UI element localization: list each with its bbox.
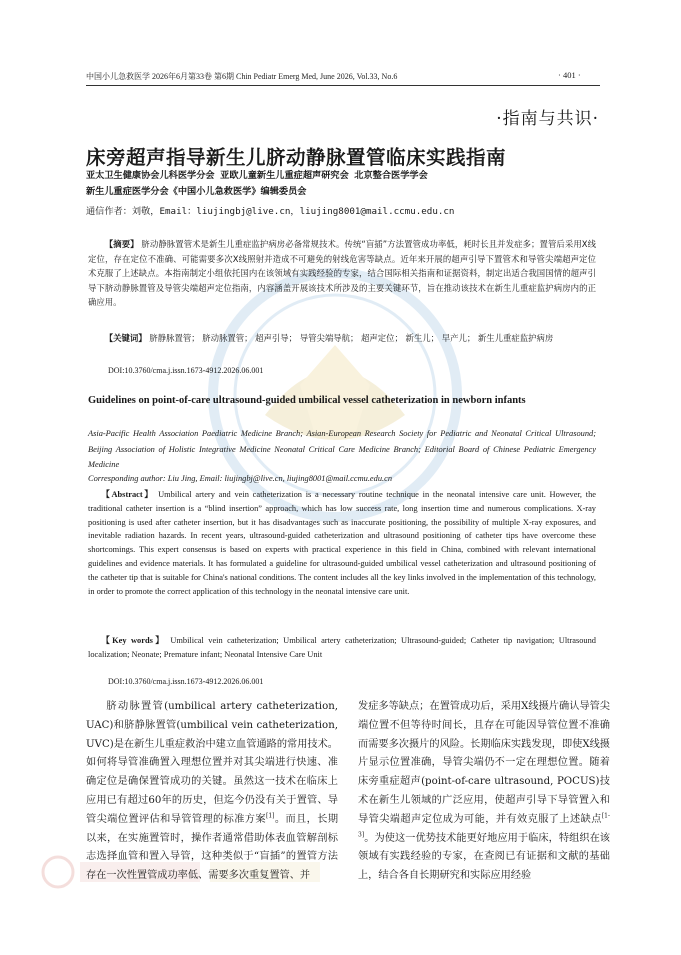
abstract-en-label: 【Abstract】	[101, 490, 155, 499]
page-number: · 401 ·	[558, 70, 581, 80]
body-text: 脐动脉置管(umbilical artery catheterization, UAC)和脐静脉置管(umbilical vein catheterization, UVC)是在新生儿重症救治中建立血管通路的常用技术。如何将导管准确置入理想位置并对其尖端进行快速、准确定位是确保置管成功的关键。虽然这一技术在临床上应用已有超过60年的历史，但迄今仍没有关于置管、导管尖端位置评估和导管管理的标准方案	[86, 701, 338, 825]
body-text: 。而且，长期以来，在实施置管时，操作者通常借助体表血管解剖标志选择血管和置入导管，这种类似于“盲插”的置管方法存在一次性置管成功率低、需要多次重复置管、并	[86, 813, 339, 882]
keywords-cn-text: 脐静脉置管； 脐动脉置管； 超声引导； 导管尖端导航； 超声定位； 新生儿； 早产儿； 新生儿重症监护病房	[149, 333, 554, 343]
keywords-en-text: Umbilical vein catheterization; Umbilical artery catheterization; Ultrasound-guided; Catheter tip navigation; Ultrasound localization; Neonate; Premature infant; Neonatal Intensive Care Unit	[88, 636, 596, 659]
abstract-en	[88, 488, 596, 598]
body-column-left	[86, 698, 338, 886]
corresponding-author-cn: 通信作者：刘敬，Email：liujingbj@live.cn，liujing8001@mail.ccmu.edu.cn	[86, 206, 455, 217]
header-rule	[86, 85, 600, 86]
citation-ref[interactable]: [1-3]	[358, 812, 610, 839]
article-title-en: Guidelines on point-of-care ultrasound-guided umbilical vessel catheterization in newborn infants	[88, 395, 526, 406]
section-label: ·指南与共识·	[496, 109, 599, 129]
authors-cn	[86, 168, 600, 200]
doi-en: DOI:10.3760/cma.j.issn.1673-4912.2026.06.001	[108, 677, 264, 686]
article-title-cn: 床旁超声指导新生儿脐动静脉置管临床实践指南	[86, 146, 507, 169]
keywords-en	[88, 634, 596, 662]
doi-cn: DOI:10.3760/cma.j.issn.1673-4912.2026.06.001	[108, 366, 264, 375]
keywords-cn-label: 【关键词】	[104, 333, 147, 343]
authors-cn-line: 亚太卫生健康协会儿科医学分会 亚欧儿童新生儿重症超声研究会 北京整合医学学会	[86, 170, 428, 181]
corresponding-author-en: Corresponding author: Liu Jing, Email: liujingbj@live.cn, liujing8001@mail.ccmu.edu.cn	[88, 474, 393, 483]
authors-en: Asia-Pacific Health Association Paediatric Medicine Branch; Asian-European Research Society for Pediatric and Neonatal Critical Ultrasound; Beijing Association of Holistic Integrative Medicine Neonatal Critical Care Medicine Branch; Editorial Board of Chinese Pediatric Emergency Medicine	[88, 429, 596, 469]
body-text: 发症多等缺点；在置管成功后，采用X线摄片确认导管尖端位置不但等待时间长，且存在可能因导管位置不准确而需要多次摄片的风险。长期临床实践发现，即使X线摄片显示位置准确，导管尖端仍不一定在理想位置。随着床旁重症超声(point-of-care ultrasound, POCUS)技术在新生儿领域的广泛应用，使超声引导下导管置入和导管尖端超声定位成为可能，并有效克服了上述缺点	[358, 701, 610, 825]
authors-cn-line: 新生儿重症医学分会《中国小儿急救医学》编辑委员会	[86, 186, 307, 197]
abstract-cn	[88, 237, 596, 310]
keywords-cn	[88, 331, 596, 346]
body-text: 。为使这一优势技术能更好地应用于临床，特组织在该领域有实践经验的专家，在查阅已有证据和文献的基础上，结合各自长期研究和实际应用经验	[358, 832, 610, 882]
citation-ref[interactable]: [1]	[265, 812, 275, 820]
abstract-en-text: Umbilical artery and vein catheterization is a necessary routine technique in the neonatal intensive care unit. However, the traditional catheter insertion is a “blind insertion” approach, which has low success rate, long insertion time and numerous complications. X-ray positioning is used after catheter insertion, but it has disadvantages such as inaccurate positioning, the possibility of multiple X-ray exposures, and inevitable radiation hazards. In recent years, ultrasound-guided catheterization and ultrasound positioning of catheter tips have overcome these shortcomings. This expert consensus is based on experts with practical experience in this field in China, combined with relevant international guidelines and evidence materials. It has formulated a guideline for ultrasound-guided umbilical vessel catheterization and ultrasound positioning of the catheter tip that is suitable for China's national conditions. The content includes all the key links involved in the implementation of this technology, in order to promote the correct application of this technology in the neonatal intensive care unit.	[88, 490, 596, 596]
body-column-right	[358, 698, 610, 886]
running-head: 中国小儿急救医学 2026年6月第33卷 第6期 Chin Pediatr Emerg Med, June 2026, Vol.33, No.6	[86, 72, 398, 81]
abstract-cn-label: 【摘要】	[104, 239, 139, 249]
abstract-cn-text: 脐动静脉置管术是新生儿重症监护病房必备常规技术。传统“盲插”方法置管成功率低，耗时长且并发症多；置管后采用X线定位，存在定位不准确、可能需要多次X线照射并造成不可避免的射线危害等缺点。近年来开展的超声引导下置管术和导管尖端超声定位术克服了上述缺点。本指南制定小组依托国内在该领域有实践经验的专家，结合国际相关指南和证据资料，制定出适合我国国情的超声引导下脐动静脉置管及导管尖端超声定位指南，内容涵盖开展该技术所涉及的主要关键环节，旨在推动该技术在新生儿重症监护病房内的正确应用。	[88, 239, 596, 307]
keywords-en-label: 【Key words】	[101, 636, 166, 645]
